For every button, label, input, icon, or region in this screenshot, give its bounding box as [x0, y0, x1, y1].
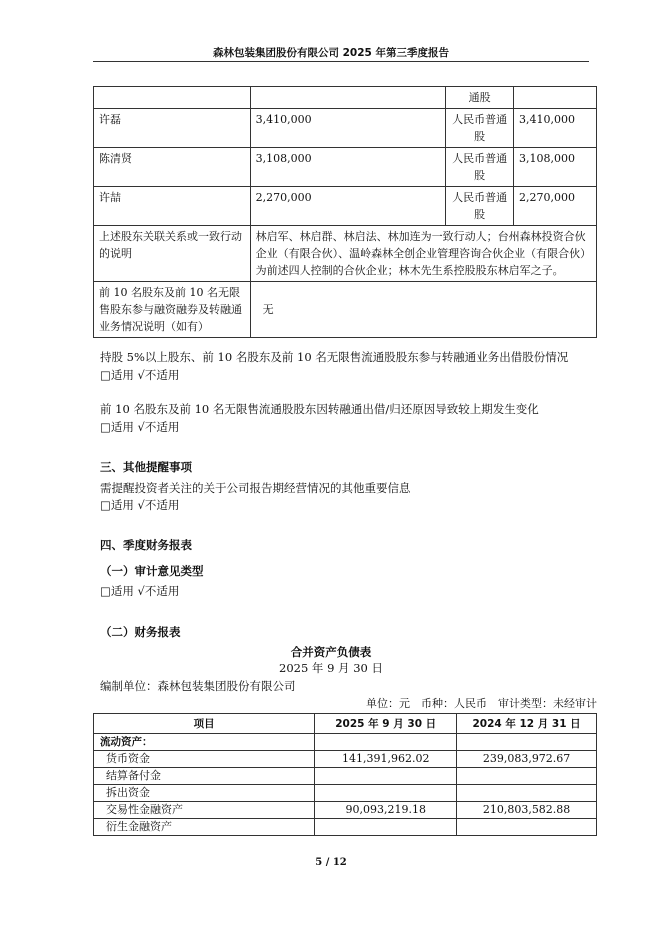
relation-description: 林启军、林启群、林启法、林加连为一致行动人；台州森林投资合伙企业（有限合伙）、温岭森林全创企业管理咨询合伙企业（有限合伙）为前述四人控制的合伙企业；林木先生系控股股东林启军之子。	[250, 226, 596, 282]
holder-name: 陈清贤	[94, 148, 251, 187]
current-value	[315, 785, 457, 802]
line-item: 拆出资金	[94, 785, 315, 802]
column-header-prior: 2024 年 12 月 31 日	[457, 714, 597, 734]
change-option: □适用 √不适用	[100, 420, 180, 434]
prior-value	[457, 819, 597, 836]
lending-option: □适用 √不适用	[100, 368, 180, 382]
line-item: 衍生金融资产	[94, 819, 315, 836]
share-type: 人民币普通股	[446, 109, 514, 148]
shareholders-table	[93, 86, 597, 338]
financial-statements-heading: 四、季度财务报表	[100, 538, 192, 552]
relation-label: 上述股东关联关系或一致行动的说明	[94, 226, 251, 282]
statements-subheading: （二）财务报表	[100, 625, 181, 639]
share-type: 人民币普通股	[446, 187, 514, 226]
holder-name: 许磊	[94, 109, 251, 148]
holder-amount: 2,270,000	[250, 187, 446, 226]
holder-name	[94, 87, 251, 109]
balance-sheet-date: 2025 年 9 月 30 日	[279, 661, 383, 675]
section-label: 流动资产：	[94, 734, 315, 751]
line-item: 货币资金	[94, 751, 315, 768]
current-value: 90,093,219.18	[315, 802, 457, 819]
current-value	[315, 819, 457, 836]
current-value	[315, 768, 457, 785]
table-row	[94, 802, 597, 819]
margin-description: 无	[250, 282, 596, 338]
table-row	[94, 734, 597, 751]
prior-value: 210,803,582.88	[457, 802, 597, 819]
table-row	[94, 768, 597, 785]
table-row	[94, 282, 597, 338]
holder-amount-2: 3,108,000	[514, 148, 597, 187]
lending-title: 持股 5%以上股东、前 10 名股东及前 10 名无限售流通股股东参与转融通业务出借股份情况	[100, 350, 569, 364]
page-number: 5 / 12	[315, 857, 347, 868]
balance-sheet-title: 合并资产负债表	[290, 645, 372, 659]
holder-amount: 3,108,000	[250, 148, 446, 187]
table-row	[94, 87, 597, 109]
table-row	[94, 148, 597, 187]
current-value: 141,391,962.02	[315, 751, 457, 768]
holder-amount-2	[514, 87, 597, 109]
prior-value	[457, 768, 597, 785]
table-row	[94, 226, 597, 282]
other-matters-text: 需提醒投资者关注的关于公司报告期经营情况的其他重要信息	[100, 481, 411, 495]
table-row	[94, 785, 597, 802]
table-cell	[457, 734, 597, 751]
holder-amount	[250, 87, 446, 109]
table-cell	[315, 734, 457, 751]
change-title: 前 10 名股东及前 10 名无限售流通股股东因转融通出借/归还原因导致较上期发生变化	[100, 402, 539, 416]
share-type: 通股	[446, 87, 514, 109]
other-matters-heading: 三、其他提醒事项	[100, 460, 192, 474]
table-header-row	[94, 714, 597, 734]
holder-amount-2: 2,270,000	[514, 187, 597, 226]
holder-amount-2: 3,410,000	[514, 109, 597, 148]
audit-opinion-option: □适用 √不适用	[100, 584, 180, 598]
margin-label: 前 10 名股东及前 10 名无限售股东参与融资融券及转融通业务情况说明（如有）	[94, 282, 251, 338]
other-matters-option: □适用 √不适用	[100, 498, 180, 512]
table-row	[94, 819, 597, 836]
table-row	[94, 751, 597, 768]
table-row	[94, 109, 597, 148]
column-header-item: 项目	[94, 714, 315, 734]
table-row	[94, 187, 597, 226]
line-item: 结算备付金	[94, 768, 315, 785]
prior-value: 239,083,972.67	[457, 751, 597, 768]
column-header-current: 2025 年 9 月 30 日	[315, 714, 457, 734]
line-item: 交易性金融资产	[94, 802, 315, 819]
report-header-title: 森林包装集团股份有限公司 2025 年第三季度报告	[212, 47, 450, 59]
header-divider	[93, 61, 589, 62]
holder-name: 许喆	[94, 187, 251, 226]
balance-sheet-table	[93, 713, 597, 836]
holder-amount: 3,410,000	[250, 109, 446, 148]
audit-opinion-heading: （一）审计意见类型	[100, 564, 204, 578]
preparer-company: 编制单位：森林包装集团股份有限公司	[100, 679, 296, 693]
share-type: 人民币普通股	[446, 148, 514, 187]
unit-currency-note: 单位：元 币种：人民币 审计类型：未经审计	[366, 697, 597, 710]
prior-value	[457, 785, 597, 802]
